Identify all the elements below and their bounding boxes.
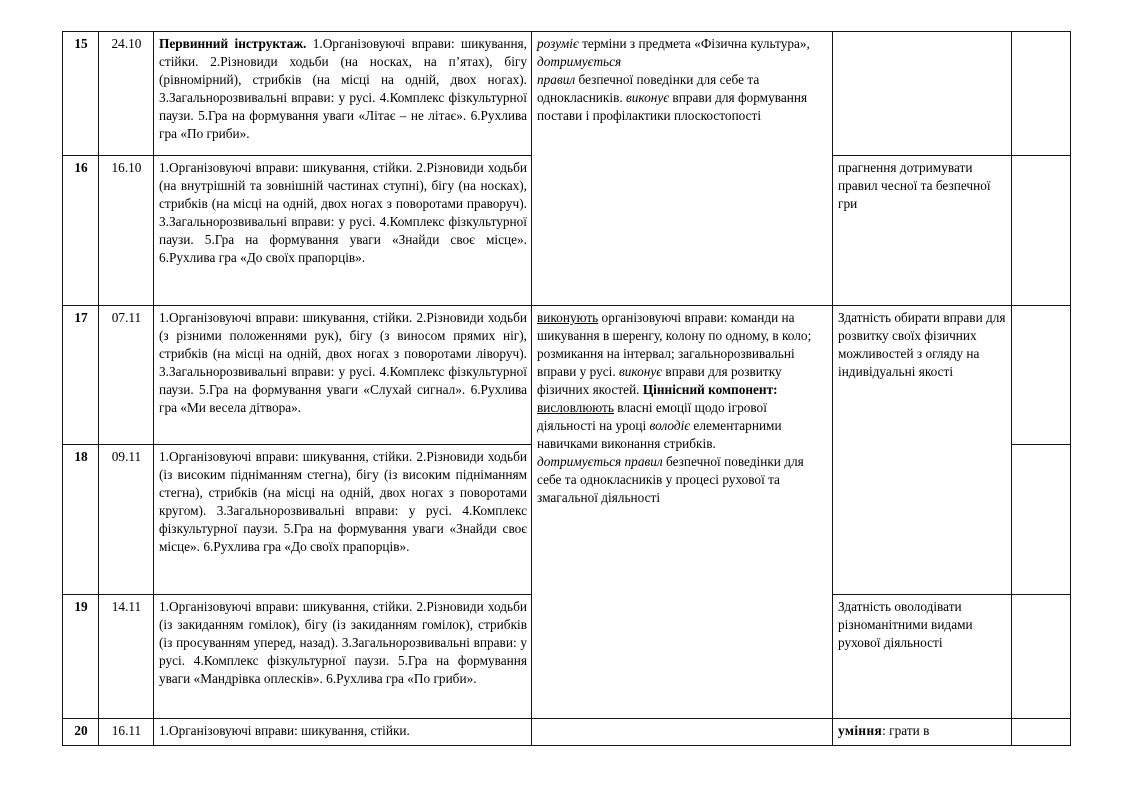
text-run: розуміє <box>537 36 579 51</box>
lesson-content-text: 1.Організовуючі вправи: шикування, стійки. 2.Різновиди ходьби (із закиданням гомілок), бігу (із закиданням гомілок), стрибків (із просуванням уперед, назад). 3.Загальнорозвивальні вправи: у русі. 4.Комплекс фізкультурної паузи. 5.Гра на формування уваги «Мандрівка оплесків». 6.Рухлива гра «По гриби». <box>159 599 527 687</box>
row-number: 18 <box>63 445 99 595</box>
text-run: безпечної поведінки для себе та однокласників у процесі рухової та змагальної діяльності <box>537 454 804 506</box>
learning-outcome-cell <box>532 32 833 306</box>
row-number: 19 <box>63 595 99 719</box>
mark-cell <box>1012 32 1071 156</box>
text-run: правил <box>537 72 576 88</box>
text-run: власні емоції щодо ігрової діяльності на уроці <box>537 400 767 434</box>
text-run: володіє <box>649 418 691 434</box>
value-component-cell <box>833 719 1012 746</box>
lesson-content-text: 1.Організовуючі вправи: шикування, стійки. 2.Різновиди ходьби (на носках, на п’ятах), бігу (рівномірний), стрибків (на місці на одній, двох ногах). 3.Загальнорозвивальні вправи: у русі. 4.Комплекс фізкультурної паузи. 5.Гра на формування уваги «Літає – не літає». 6.Рухлива гра «По гриби». <box>159 36 528 142</box>
learning-outcome-cell <box>532 306 833 719</box>
learning-outcome-cell <box>532 719 833 746</box>
text-run: дотримується правил <box>537 454 663 470</box>
lesson-content-lead: Первинний інструктаж. <box>159 36 307 51</box>
mark-cell <box>1012 445 1071 595</box>
text-run: уміння <box>838 723 883 738</box>
row-date: 09.11 <box>99 445 154 595</box>
lesson-content-text: 1.Організовуючі вправи: шикування, стійки. 2.Різновиди ходьби (із високим підніманням стегна), бігу (із високим підніманням стегна), стрибків (на місці на одній, двох ногах з поворотами кругом). 3.Загальнорозвивальні вправи: у русі. 4.Комплекс фізкультурної паузи. 5.Гра на формування уваги «Знайди своє місце». 6.Рухлива гра «До своїх прапорців». <box>159 449 527 555</box>
text-run: дотримується <box>537 54 622 70</box>
table-row <box>63 719 1071 746</box>
mark-cell <box>1012 595 1071 719</box>
text-run: елементарними навичками виконання стрибків. <box>537 418 782 452</box>
row-number: 16 <box>63 156 99 306</box>
lesson-content-text: 1.Організовуючі вправи: шикування, стійки. 2.Різновиди ходьби (на внутрішній та зовнішній частинах ступні), бігу (на носках), стрибків (на місці на одній, двох ногах з поворотами праворуч). 3.Загальнорозвивальні вправи: у русі. 4.Комплекс фізкультурної паузи. 5.Гра на формування уваги «Знайди своє місце». 6.Рухлива гра «До своїх прапорців». <box>159 160 527 266</box>
text-run: безпечної поведінки для себе та однокласників. <box>537 72 760 106</box>
lesson-content-text: 1.Організовуючі вправи: шикування, стійки. 2.Різновиди ходьби (з різними положеннями рук), бігу (з виносом прямих ніг), стрибків (на місці на одній, двох ногах з поворотами ліворуч). 3.Загальнорозвивальні вправи: у русі. 4.Комплекс фізкультурної паузи. 5.Гра на формування уваги «Слухай сигнал». 6.Рухлива гра «Ми весела дітвора». <box>159 310 527 416</box>
row-date: 14.11 <box>99 595 154 719</box>
lesson-content-cell <box>154 32 532 156</box>
row-date: 07.11 <box>99 306 154 445</box>
lesson-content-cell <box>154 306 532 445</box>
text-run: виконують <box>537 310 599 325</box>
text-run: : грати в <box>882 723 930 738</box>
value-component-cell <box>833 32 1012 156</box>
value-component-cell: Здатність оволодівати різноманітними видами рухової діяльності <box>833 595 1012 719</box>
row-number: 20 <box>63 719 99 746</box>
lesson-content-text: 1.Організовуючі вправи: шикування, стійки. <box>159 723 410 738</box>
lesson-content-cell <box>154 445 532 595</box>
text-run: вправи для розвитку фізичних якостей. <box>537 364 782 398</box>
mark-cell <box>1012 306 1071 445</box>
table-row <box>63 306 1071 445</box>
row-date: 24.10 <box>99 32 154 156</box>
text-run: виконує <box>626 90 670 106</box>
row-number: 17 <box>63 306 99 445</box>
text-run: висловлюють <box>537 400 614 416</box>
row-number: 15 <box>63 32 99 156</box>
text-run: виконує <box>619 364 663 380</box>
lesson-schedule-table <box>62 31 1071 746</box>
text-run: Ціннісний компонент: <box>642 382 778 398</box>
text-run: організовуючі вправи: команди на шикування в шеренгу, колону по одному, в коло; розмикання на інтервал; загальнорозвивальні вправи у русі. <box>537 310 812 380</box>
value-component-cell: Здатність обирати вправи для розвитку своїх фізичних можливостей з огляду на індивідуальні якості <box>833 306 1012 595</box>
value-component-cell: прагнення дотримувати правил чесної та безпечної гри <box>833 156 1012 306</box>
row-date: 16.11 <box>99 719 154 746</box>
table-row <box>63 32 1071 156</box>
mark-cell <box>1012 156 1071 306</box>
row-date: 16.10 <box>99 156 154 306</box>
text-run: вправи для формування постави і профілактики плоскостопості <box>537 90 808 124</box>
text-run: терміни з предмета «Фізична культура», <box>578 36 810 51</box>
lesson-content-cell <box>154 156 532 306</box>
lesson-content-cell <box>154 595 532 719</box>
lesson-content-cell <box>154 719 532 746</box>
mark-cell <box>1012 719 1071 746</box>
